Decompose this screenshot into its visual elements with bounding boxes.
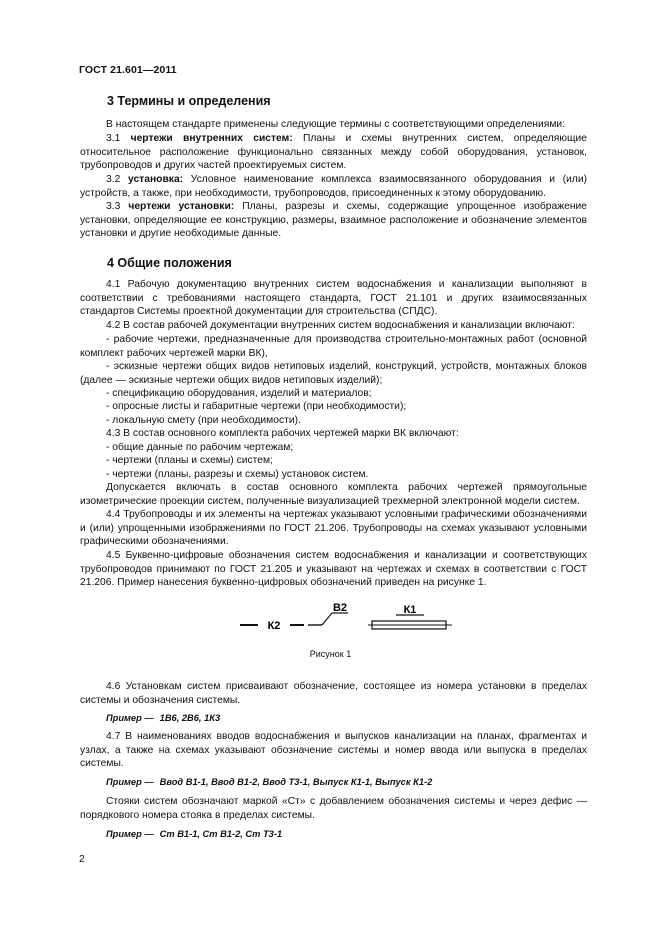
term-number: 3.3 bbox=[106, 201, 129, 212]
list-item: - чертежи (планы и схемы) систем; bbox=[106, 455, 273, 466]
section-4-heading: 4 Общие положения bbox=[107, 256, 232, 270]
example-1 bbox=[106, 713, 220, 723]
paragraph-4-4: 4.4 Трубопроводы и их элементы на чертежах указывают условными графическими обозначениями и (или) упрощенными изображениями по ГОСТ 21.206. Трубопроводы на схемах указывают условными графическими обозначениями. bbox=[80, 509, 587, 548]
paragraph-4-6: 4.6 Установкам систем присваивают обозначение, состоящее из номера установки в пределах системы и обозначения системы. bbox=[80, 681, 587, 706]
example-label: Пример — bbox=[106, 829, 154, 839]
term-3-3 bbox=[80, 200, 587, 241]
term-3-2 bbox=[80, 173, 587, 200]
paragraph-4-5: 4.5 Буквенно-цифровые обозначения систем водоснабжения и канализации и соответствующих трубопроводов принимают по ГОСТ 21.205 и указывают на чертежах и схемах в соответствии с ГОСТ 21.206. Пример нанесения буквенно-цифровых обозначений приведен на рисунке 1. bbox=[80, 550, 587, 589]
term-definition: Планы, разрезы и схемы, содержащие упрощенное изображение установки, определяющие ее конструкцию, размеры, взаимное расположение и обозначение элементов установки и другие необходимые данные. bbox=[80, 201, 587, 240]
paragraph-4-7: 4.7 В наименованиях вводов водоснабжения и выпусков канализации на планах, фрагментах и узлах, а также на схемах указывают обозначение системы и номер ввода или выпуска в пределах системы. bbox=[80, 731, 587, 770]
list-item: - общие данные по рабочим чертежам; bbox=[106, 442, 294, 453]
label-k1: К1 bbox=[403, 604, 417, 616]
list-item: - спецификацию оборудования, изделий и материалов; bbox=[106, 388, 372, 399]
label-b2: В2 bbox=[332, 602, 348, 614]
term-definition: Условное наименование комплекса взаимосвязанного оборудования и (или) устройств, а также, при необходимости, трубопроводов, присоединенных к этому оборудованию. bbox=[80, 174, 587, 199]
example-value: 1В6, 2В6, 1К3 bbox=[159, 713, 221, 723]
term-number: 3.1 bbox=[106, 133, 131, 144]
example-label: Пример — bbox=[106, 777, 154, 787]
list-item: - локальную смету (при необходимости). bbox=[106, 415, 301, 426]
term-name: чертежи установки: bbox=[128, 201, 235, 212]
pipe-b2-leader bbox=[322, 613, 332, 625]
paragraph-4-3-note: Допускается включать в состав основного комплекта рабочих чертежей прямоугольные изометрические проекции систем, полученные визуализацией трехмерной электронной модели систем. bbox=[80, 482, 587, 507]
example-value: Ст В1-1, Ст В1-2, Ст Т3-1 bbox=[159, 829, 283, 839]
running-header: ГОСТ 21.601—2011 bbox=[79, 64, 177, 76]
example-2 bbox=[106, 777, 432, 787]
term-number: 3.2 bbox=[106, 174, 128, 185]
list-item: - рабочие чертежи, предназначенные для производства строительно-монтажных работ (основной комплект рабочих чертежей марки ВК), bbox=[80, 334, 587, 359]
figure-1-caption: Рисунок 1 bbox=[309, 649, 352, 659]
list-item: - эскизные чертежи общих видов нетиповых изделий, конструкций, устройств, монтажных блоков (далее — эскизные чертежи общих видов нетиповых изделий); bbox=[80, 361, 587, 386]
paragraph-4-2: 4.2 В состав рабочей документации внутренних систем водоснабжения и канализации включают: bbox=[106, 320, 575, 331]
figure-1-pipe-designations bbox=[230, 598, 470, 638]
term-name: чертежи внутренних систем: bbox=[130, 133, 293, 144]
example-3 bbox=[106, 829, 282, 839]
paragraph-4-1: 4.1 Рабочую документацию внутренних систем водоснабжения и канализации выполняют в соответствии с требованиями настоящего стандарта, ГОСТ 21.101 и других взаимосвязанных стандартов Системы проектной документации для строительства (СПДС). bbox=[80, 279, 587, 318]
list-item: - опросные листы и габаритные чертежи (при необходимости); bbox=[106, 401, 407, 412]
page-number: 2 bbox=[79, 853, 85, 865]
section-3-heading: 3 Термины и определения bbox=[107, 94, 271, 108]
term-3-1 bbox=[80, 132, 587, 173]
paragraph-4-7-risers: Стояки систем обозначают маркой «Ст» с добавлением обозначения системы и через дефис — порядкового номера стояка в пределах системы. bbox=[80, 796, 587, 821]
label-k2: К2 bbox=[267, 620, 281, 632]
list-item: - чертежи (планы, разрезы и схемы) установок систем. bbox=[106, 469, 369, 480]
example-value: Ввод В1-1, Ввод В1-2, Ввод Т3-1, Выпуск К1-1, Выпуск К1-2 bbox=[159, 777, 433, 787]
section-3-intro: В настоящем стандарте применены следующие термины с соответствующими определениями: bbox=[106, 119, 566, 130]
example-label: Пример — bbox=[106, 713, 154, 723]
paragraph-4-3: 4.3 В состав основного комплекта рабочих чертежей марки ВК включают: bbox=[106, 428, 459, 439]
term-definition: Планы и схемы внутренних систем, определяющие относительное расположение функционально связанных между собой оборудования, установок, трубопроводов и других частей проектируемых систем. bbox=[80, 133, 587, 172]
term-name: установка: bbox=[127, 174, 184, 185]
